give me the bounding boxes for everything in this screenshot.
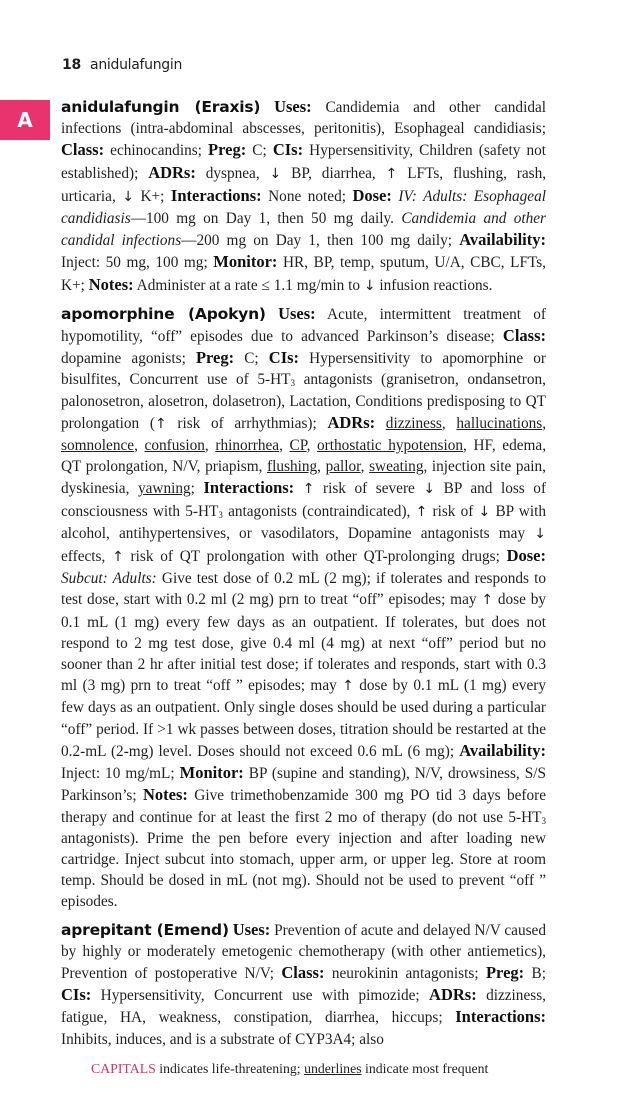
up-arrow-icon: ↑ — [342, 678, 354, 695]
dose-label: Dose: — [352, 185, 392, 205]
drug-name: apomorphine (Apokyn) — [61, 304, 266, 323]
class-text: echinocandins; — [110, 142, 202, 160]
page-number: 18 — [62, 57, 81, 73]
adrs-text: HF, edema, QT prolongation, N/V, priapism, — [61, 437, 547, 476]
adr-frequent: somnolence — [61, 437, 135, 455]
adrs-label: ADRs: — [148, 162, 196, 182]
footer-text: indicates life-threatening; — [159, 1061, 301, 1076]
subscript-3: 3 — [541, 815, 546, 826]
adrs-text: injection site pain, dyskinesia, — [61, 458, 547, 498]
adrs-text: LFTs, flushing, rash, urticaria, — [61, 164, 547, 205]
interactions-text: Inhibits, induces, and is a substrate of CYP3A4; also — [61, 1030, 384, 1048]
preg-label: Preg: — [485, 962, 525, 982]
adr-frequent: confusion — [144, 437, 205, 455]
uses-text: Acute, intermittent treatment of hypomotility, “off” episodes due to advanced Parkinson’s disease; — [61, 305, 546, 346]
interactions-text: antagonists (contraindicated), — [228, 502, 411, 520]
down-arrow-icon: ↓ — [363, 277, 376, 294]
dose-text: dose by 0.1 mL (1 mg) every few days as an outpatient. Only single doses should be used during a particular “off” period. If >1 wk passes between doses, titration should be restarted at the 0.2-mL (2-mg) level. Doses should not exceed 0.6 mL (6 mg); — [61, 677, 546, 760]
adr-frequent: dizziness — [385, 414, 442, 432]
cis-text: antagonists (granisetron, ondansetron, palonosetron, alosetron, dolasetron), Lactation, Conditions predisposing to QT prolongation ( — [61, 371, 546, 432]
up-arrow-icon: ↑ — [112, 549, 124, 566]
interactions-label: Interactions: — [203, 478, 295, 498]
up-arrow-icon: ↑ — [415, 503, 428, 520]
dose-indication: Candidemia and other candidal infections — [61, 210, 547, 250]
interactions-label: Interactions: — [455, 1007, 546, 1027]
footer-capitals-word: CAPITALS — [91, 1061, 156, 1076]
drug-entry-anidulafungin — [61, 96, 546, 297]
dose-text: dose by 0.1 mL (1 mg) every few days as an outpatient. If tolerates, but does not respond to 2 mg test dose, give 0.4 ml (4 mg) at next “off” period but no sooner than 2 hr after initial test dose; if tolerates and responds, start with 0.3 ml (3 mg) prn to treat “off ” episodes; may — [61, 591, 546, 695]
preg-label: Preg: — [195, 348, 235, 368]
running-header — [62, 57, 182, 73]
uses-text: Prevention of acute and delayed N/V caused by highly or moderately emetogenic chemotherapy (with other antiemetics), Prevention of postoperative N/V; — [61, 921, 546, 982]
dose-route: Subcut: Adults: — [61, 570, 157, 588]
down-arrow-icon: ↓ — [122, 188, 134, 205]
page-footer — [91, 1061, 488, 1077]
down-arrow-icon: ↓ — [269, 165, 282, 182]
adrs-text: BP, diarrhea, — [291, 164, 376, 182]
availability-label: Availability: — [459, 230, 546, 250]
down-arrow-icon: ↓ — [423, 481, 436, 498]
drug-entries — [61, 96, 546, 1056]
class-label: Class: — [281, 962, 325, 982]
notes-text: antagonists). Prime the pen before every injection and after loading new cartridge. Inject subcut into stomach, upper arm, or upper leg. Store at room temp. Should be dosed in mL (not mg). Should not be used to prevent “off ” episodes. — [61, 829, 546, 911]
adr-frequent: sweating — [369, 458, 424, 476]
dose-route: IV: Adults: Esophageal candidiasis — [61, 187, 546, 228]
class-text: dopamine agonists; — [61, 350, 186, 368]
notes-text: Give trimethobenzamide 300 mg PO tid 3 days before therapy and continue for at least the first 2 mo of therapy (do not use 5-HT — [61, 787, 547, 826]
up-arrow-icon: ↑ — [385, 165, 398, 182]
monitor-text: BP (supine and standing), N/V, drowsiness, S/S Parkinson’s; — [61, 765, 547, 805]
adr-frequent: hallucinations — [456, 414, 543, 432]
adr-frequent: flushing — [267, 458, 318, 476]
adr-frequent: yawning — [137, 480, 191, 498]
cis-text: Hypersensitivity, Children (safety not established); — [61, 142, 547, 182]
drug-entry-aprepitant — [61, 919, 546, 1050]
footer-text: indicate most frequent — [365, 1061, 489, 1076]
cis-label: CIs: — [61, 985, 92, 1005]
availability-text: Inject: 50 mg, 100 mg; — [61, 254, 208, 272]
down-arrow-icon: ↓ — [478, 503, 491, 520]
class-label: Class: — [502, 326, 546, 346]
notes-text: Administer at a rate ≤ 1.1 mg/min to — [136, 276, 361, 294]
monitor-text: HR, BP, temp, sputum, U/A, CBC, LFTs, K+; — [61, 254, 547, 294]
adrs-label: ADRs: — [429, 985, 477, 1005]
up-arrow-icon: ↑ — [302, 481, 315, 498]
adrs-label: ADRs: — [327, 412, 376, 432]
uses-label: Uses: — [274, 97, 312, 116]
footer-underlines-word: underlines — [304, 1061, 362, 1076]
adrs-text: dyspnea, — [205, 164, 260, 182]
preg-label: Preg: — [208, 140, 247, 160]
adrs-text: dizziness, fatigue, HA, weakness, constipation, diarrhea, hiccups; — [61, 987, 546, 1027]
uses-label: Uses: — [278, 303, 316, 323]
notes-label: Notes: — [88, 274, 134, 294]
drug-entry-apomorphine: apomorphine (Apokyn) Uses: Acute, intermittent treatment of hypomotility, “off” episodes due to advanced Parkinson’s disease; Class: dopamine agonists; Preg: C; CIs: Hypersensitivity to apomorphine or bisulfites, Concurrent use of $5-HT_3$ antagonists (granisetron, ondansetron, palonosetron, alosetron, dolasetron), Lactation, Conditions predisposing to QT prolongation (↑ risk of arrhythmias); ADRs: dizziness, hallucinations, somnolence, confusion, rhinorrhea, CP, orthostatic hypotension, HF, edema, QT prolongation, N/V, priapism, flushing, pallor, sweating, injection site pain, dyskinesia, yawning; Interactions: ↑ risk of severe ↓ BP and loss of consciousness with $5-HT_3$ antagonists (contraindicated), ↑ risk of ↓ BP with alcohol, antihypertensives, or vasodilators, Dopamine antagonists may ↓ effects, ↑ risk of QT prolongation with other QT-prolonging drugs; Dose: Subcut: Adults: Give test dose of 0.2 mL (2 mg); if tolerates and responds to test dose, start with 0.2 ml (2 mg) prn to treat “off” episodes; may ↑ dose by 0.1 mL (1 mg) every few days as an outpatient. If tolerates, but does not respond to 2 mg test dose, give 0.4 ml (4 mg) at next “off” period but no sooner than 2 hr after initial test dose; if tolerates and responds, start with 0.3 ml (3 mg) prn to treat “off ” episodes; may ↑ dose by 0.1 mL (1 mg) every few days as an outpatient. Only single doses should be used during a particular “off” period. If >1 wk passes between doses, titration should be restarted at the 0.2-mL (2-mg) level. Doses should not exceed 0.6 mL (6 mg); Availability: Inject: 10 mg/mL; Monitor: BP (supine and standing), N/V, drowsiness, S/S Parkinson’s; Notes: Give trimethobenzamide 300 mg PO tid 3 days before therapy and continue for at least the first 2 mo of therapy (do not use $5-HT_3$ antagonists). Prime the pen before every injection and after loading new cartridge. Inject subcut into stomach, upper arm, or upper leg. Store at room temp. Should be dosed in mL (not mg). Should not be used to prevent “off ” episodes. — [61, 303, 547, 911]
subscript-3: 3 — [290, 378, 295, 389]
interactions-text: BP with alcohol, antihypertensives, or vasodilators, Dopamine antagonists may — [61, 502, 546, 542]
drug-name: aprepitant (Emend) — [61, 920, 229, 939]
interactions-label: Interactions: — [170, 185, 262, 205]
adr-frequent: orthostatic hypotension — [317, 437, 464, 455]
drug-name: anidulafungin (Eraxis) — [61, 98, 261, 116]
cis-label: CIs: — [268, 348, 300, 368]
cis-text: risk of arrhythmias); — [177, 414, 317, 432]
dose-label: Dose: — [506, 546, 546, 566]
interactions-text: BP and loss of consciousness with 5-HT — [61, 480, 547, 520]
running-title: anidulafungin — [90, 57, 183, 73]
notes-label: Notes: — [143, 785, 188, 805]
dose-text: —200 mg on Day 1, then 100 mg daily; — [181, 232, 453, 250]
adr-frequent: rhinorrhea — [215, 437, 280, 455]
cis-label: CIs: — [272, 140, 304, 160]
class-label: Class: — [61, 140, 105, 160]
thumb-index-letter: A — [17, 108, 33, 132]
interactions-text: risk of — [432, 502, 474, 520]
uses-label: Uses: — [232, 919, 271, 939]
availability-label: Availability: — [459, 740, 546, 760]
preg-text: C; — [252, 142, 267, 160]
monitor-label: Monitor: — [179, 763, 244, 783]
dose-text: —100 mg on Day 1, then 50 mg daily. — [130, 210, 394, 228]
cis-text: Hypersensitivity to apomorphine or bisulfites, Concurrent use of 5-HT — [61, 350, 546, 389]
dose-text: Give test dose of 0.2 mL (2 mg); if tolerates and responds to test dose, start with 0.2 ml (2 mg) prn to treat “off” episodes; may — [61, 570, 547, 609]
availability-text: Inject: 10 mg/mL; — [61, 765, 175, 783]
adrs-text: K+; — [140, 187, 165, 205]
adr-frequent: pallor — [325, 458, 361, 476]
thumb-index-tab[interactable] — [0, 100, 50, 140]
interactions-text: risk of QT prolongation with other QT-prolonging drugs; — [130, 548, 500, 566]
preg-text: B; — [531, 964, 546, 982]
notes-text: infusion reactions. — [379, 276, 493, 294]
interactions-text: effects, — [61, 548, 106, 566]
interactions-text: risk of severe — [323, 480, 415, 498]
monitor-label: Monitor: — [213, 252, 278, 272]
adr-frequent: CP — [289, 437, 307, 455]
preg-text: C; — [244, 350, 259, 368]
interactions-text: None noted; — [268, 187, 346, 205]
uses-text: Candidemia and other candidal infections (intra-abdominal abscesses, peritonitis), Esophageal candidiasis; — [61, 99, 547, 138]
up-arrow-icon: ↑ — [154, 415, 167, 432]
down-arrow-icon: ↓ — [534, 525, 546, 542]
cis-text: Hypersensitivity, Concurrent use with pimozide; — [100, 987, 420, 1005]
class-text: neurokinin antagonists; — [331, 964, 479, 982]
subscript-3: 3 — [218, 509, 223, 520]
up-arrow-icon: ↑ — [481, 592, 494, 609]
